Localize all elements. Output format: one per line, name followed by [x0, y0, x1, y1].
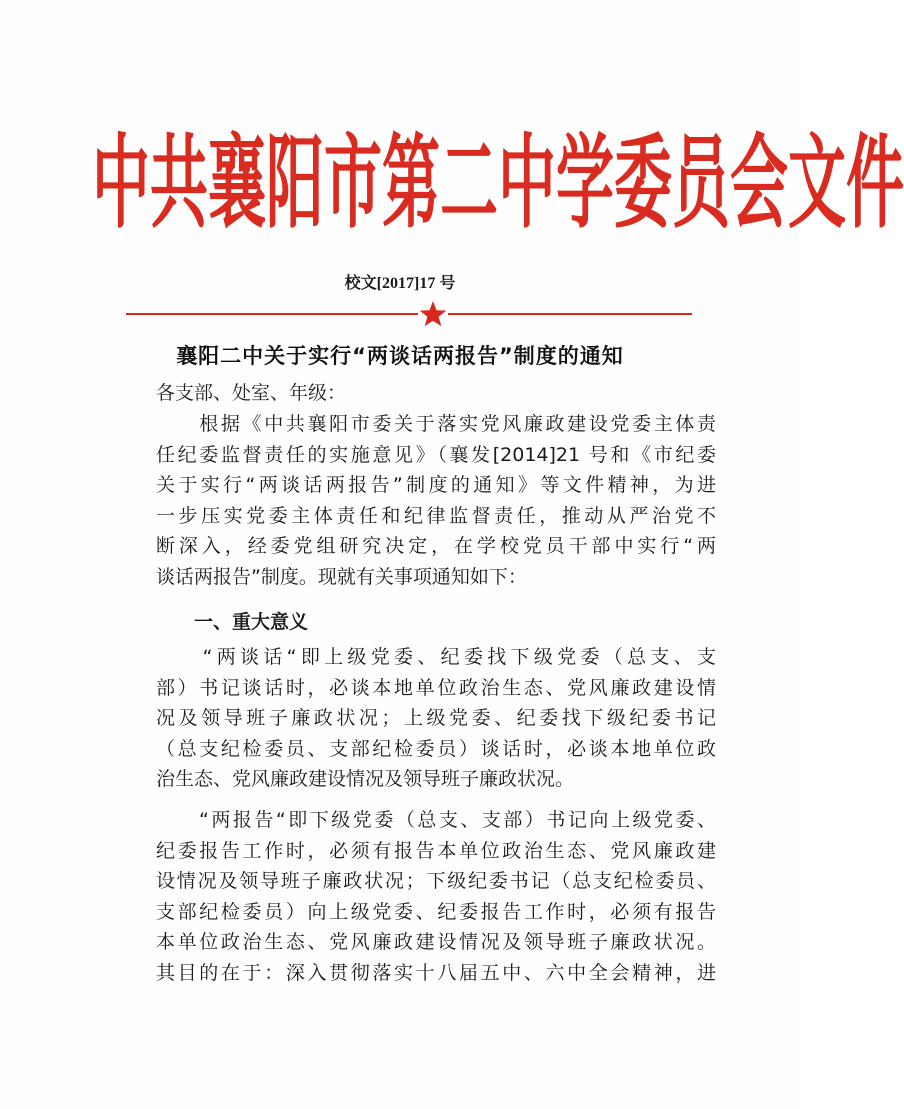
paragraph-line: 治生态、党风廉政建设情况及领导班子廉政状况。: [156, 768, 575, 791]
paragraph-basis: [156, 409, 716, 593]
recipients-line: [156, 378, 716, 409]
paragraph-line: 任纪委监督责任的实施意见》（襄发[2014]21 号和《市纪委: [156, 443, 716, 466]
paragraph-line: 纪委报告工作时，必须有报告本单位政治生态、党风廉政建: [156, 839, 716, 862]
masthead-title: 中共襄阳市第二中学委员会文件: [92, 123, 904, 243]
paragraph-line: 部）书记谈话时，必谈本地单位政治生态、党风廉政建设情: [156, 676, 716, 699]
document-number: 校文[2017]17 号: [344, 275, 456, 292]
paragraph-line: 一步压实党委主体责任和纪律监督责任，推动从严治党不: [156, 504, 716, 527]
paragraph-line: 谈话两报告”制度。现就有关事项通知如下：: [156, 565, 527, 588]
paragraph-two-reports: [156, 805, 716, 989]
paragraph-line: 设情况及领导班子廉政状况；下级纪委书记（总支纪检委员、: [156, 870, 716, 893]
red-divider-line: [126, 313, 692, 315]
paragraph-line: 根据《中共襄阳市委关于落实党风廉政建设党委主体责: [156, 413, 716, 435]
notice-title: 襄阳二中关于实行“两谈话两报告”制度的通知: [176, 344, 624, 368]
section-heading: 一、重大意义: [156, 611, 309, 633]
red-star-icon: [418, 299, 448, 329]
section-heading-significance: [156, 607, 716, 638]
paragraph-line: 其目的在于：深入贯彻落实十八届五中、六中全会精神，进: [156, 961, 716, 984]
paragraph-line: “两谈话“即上级党委、纪委找下级党委（总支、支: [156, 646, 716, 668]
paragraph-line: “两报告“即下级党委（总支、支部）书记向上级党委、: [156, 809, 716, 831]
paragraph-line: 本单位政治生态、党风廉政建设情况及领导班子廉政状况。: [156, 931, 716, 954]
paragraph-line: 支部纪检委员）向上级党委、纪委报告工作时，必须有报告: [156, 900, 716, 923]
recipients-text: 各支部、处室、年级：: [156, 382, 347, 404]
paragraph-line: 关于实行“两谈话两报告”制度的通知》等文件精神，为进: [156, 474, 716, 497]
paragraph-line: 况及领导班子廉政状况；上级党委、纪委找下级纪委书记: [156, 707, 716, 730]
paragraph-line: （总支纪检委员、支部纪检委员）谈话时，必谈本地单位政: [156, 737, 716, 760]
paragraph-two-talks: [156, 642, 716, 795]
paragraph-line: 断深入，经委党组研究决定，在学校党员干部中实行“两: [156, 535, 716, 558]
